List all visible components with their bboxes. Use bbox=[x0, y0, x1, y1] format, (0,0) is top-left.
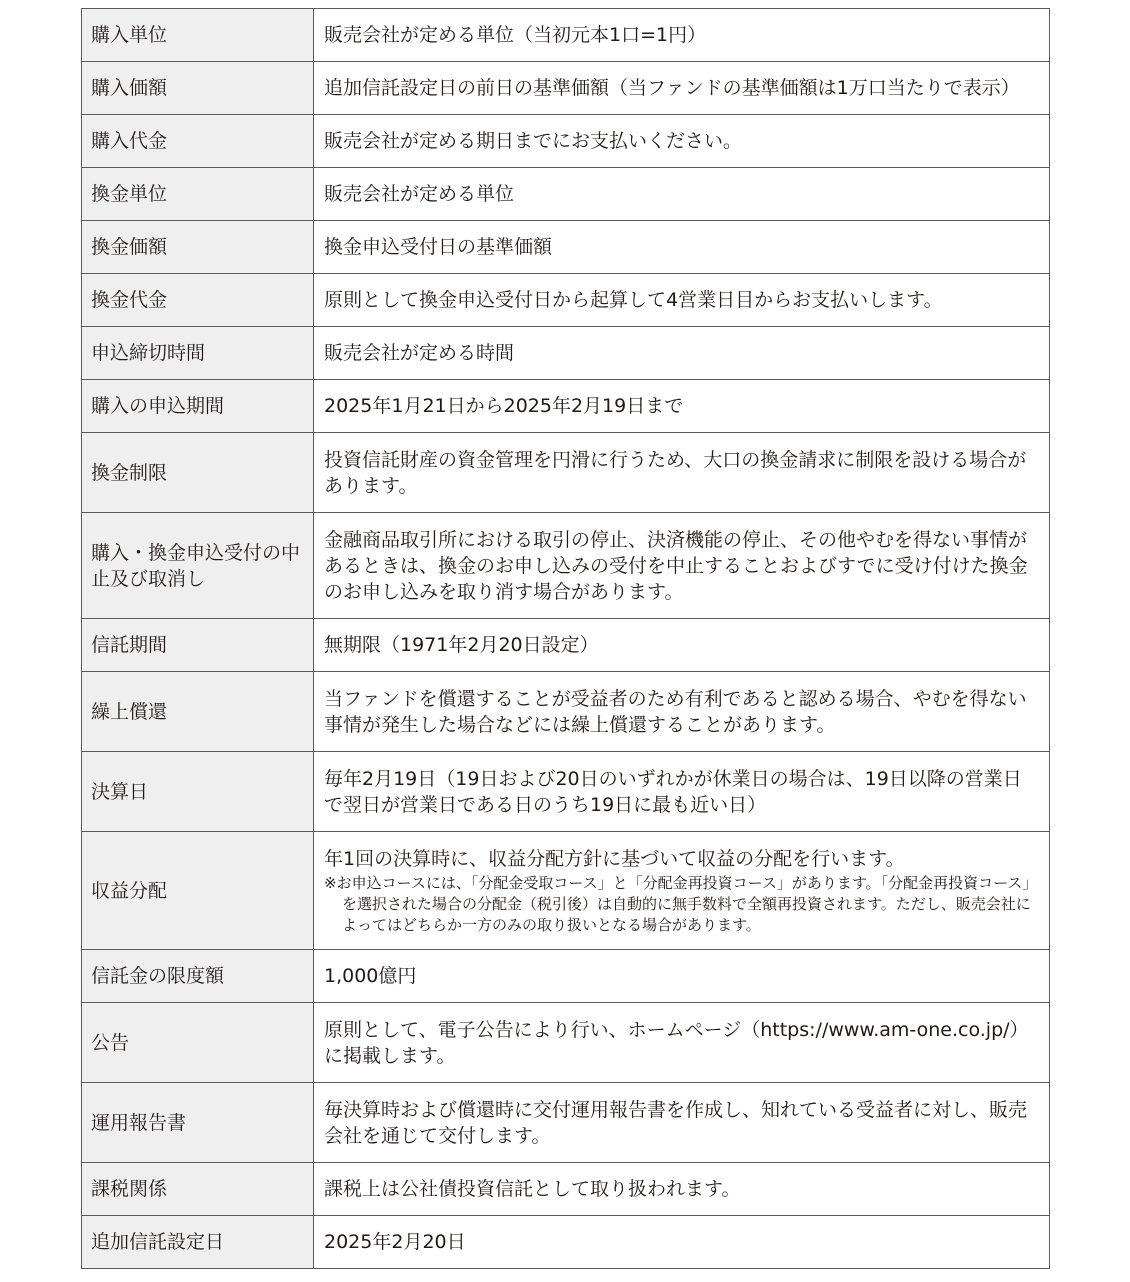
row-label: 信託期間 bbox=[82, 619, 314, 672]
row-value: 無期限（1971年2月20日設定） bbox=[314, 619, 1050, 672]
table-row bbox=[82, 115, 1050, 168]
row-value: 販売会社が定める単位（当初元本1口=1円） bbox=[314, 9, 1050, 62]
table-row bbox=[82, 62, 1050, 115]
distribution-text: 年1回の決算時に、収益分配方針に基づいて収益の分配を行います。 bbox=[324, 847, 905, 870]
row-label: 収益分配 bbox=[82, 832, 314, 950]
row-value: 原則として換金申込受付日から起算して4営業日目からお支払いします。 bbox=[314, 274, 1050, 327]
table-row bbox=[82, 1003, 1050, 1083]
row-label: 購入価額 bbox=[82, 62, 314, 115]
row-value: 原則として、電子公告により行い、ホームページ（https://www.am-one.co.jp/）に掲載します。 bbox=[314, 1003, 1050, 1083]
row-label: 決算日 bbox=[82, 752, 314, 832]
table-row bbox=[82, 327, 1050, 380]
table-row bbox=[82, 221, 1050, 274]
row-value: 2025年1月21日から2025年2月19日まで bbox=[314, 380, 1050, 433]
row-value: 毎決算時および償還時に交付運用報告書を作成し、知れている受益者に対し、販売会社を通じて交付します。 bbox=[314, 1083, 1050, 1163]
row-value: 当ファンドを償還することが受益者のため有利であると認める場合、やむを得ない事情が発生した場合などには繰上償還することがあります。 bbox=[314, 672, 1050, 752]
distribution-note: ※お申込コースには、「分配金受取コース」と「分配金再投資コース」があります。「分配金再投資コース」を選択された場合の分配金（税引後）は自動的に無手数料で全額再投資されます。ただし、販売会社によってはどちらか一方のみの取り扱いとなる場合があります。 bbox=[324, 873, 1038, 934]
row-value: 課税上は公社債投資信託として取り扱われます。 bbox=[314, 1163, 1050, 1216]
table-row bbox=[82, 274, 1050, 327]
row-value: 販売会社が定める期日までにお支払いください。 bbox=[314, 115, 1050, 168]
row-label: 換金制限 bbox=[82, 433, 314, 513]
row-label: 換金単位 bbox=[82, 168, 314, 221]
table-row bbox=[82, 513, 1050, 619]
table-row bbox=[82, 1083, 1050, 1163]
row-label: 信託金の限度額 bbox=[82, 950, 314, 1003]
row-value: 投資信託財産の資金管理を円滑に行うため、大口の換金請求に制限を設ける場合があります。 bbox=[314, 433, 1050, 513]
table-row bbox=[82, 752, 1050, 832]
table-row bbox=[82, 9, 1050, 62]
row-value: 販売会社が定める時間 bbox=[314, 327, 1050, 380]
table-row bbox=[82, 672, 1050, 752]
row-label: 換金価額 bbox=[82, 221, 314, 274]
row-label: 換金代金 bbox=[82, 274, 314, 327]
table-row bbox=[82, 1163, 1050, 1216]
table-row bbox=[82, 433, 1050, 513]
row-value: 金融商品取引所における取引の停止、決済機能の停止、その他やむを得ない事情があるときは、換金のお申し込みの受付を中止することおよびすでに受け付けた換金のお申し込みを取り消す場合があります。 bbox=[314, 513, 1050, 619]
row-label: 購入の申込期間 bbox=[82, 380, 314, 433]
table-row bbox=[82, 619, 1050, 672]
row-label: 購入単位 bbox=[82, 9, 314, 62]
row-label: 運用報告書 bbox=[82, 1083, 314, 1163]
table-row bbox=[82, 950, 1050, 1003]
row-label: 追加信託設定日 bbox=[82, 1216, 314, 1269]
row-label: 購入代金 bbox=[82, 115, 314, 168]
table-row bbox=[82, 168, 1050, 221]
table-row bbox=[82, 1216, 1050, 1269]
row-value: 2025年2月20日 bbox=[314, 1216, 1050, 1269]
row-value bbox=[314, 832, 1050, 950]
table-row bbox=[82, 832, 1050, 950]
row-value: 追加信託設定日の前日の基準価額（当ファンドの基準価額は1万口当たりで表示） bbox=[314, 62, 1050, 115]
row-label: 購入・換金申込受付の中止及び取消し bbox=[82, 513, 314, 619]
row-value: 換金申込受付日の基準価額 bbox=[314, 221, 1050, 274]
row-label: 申込締切時間 bbox=[82, 327, 314, 380]
row-value: 1,000億円 bbox=[314, 950, 1050, 1003]
row-value: 毎年2月19日（19日および20日のいずれかが休業日の場合は、19日以降の営業日で翌日が営業日である日のうち19日に最も近い日） bbox=[314, 752, 1050, 832]
row-label: 繰上償還 bbox=[82, 672, 314, 752]
row-label: 公告 bbox=[82, 1003, 314, 1083]
row-value: 販売会社が定める単位 bbox=[314, 168, 1050, 221]
table-row bbox=[82, 380, 1050, 433]
row-label: 課税関係 bbox=[82, 1163, 314, 1216]
fund-info-table bbox=[81, 8, 1050, 1269]
